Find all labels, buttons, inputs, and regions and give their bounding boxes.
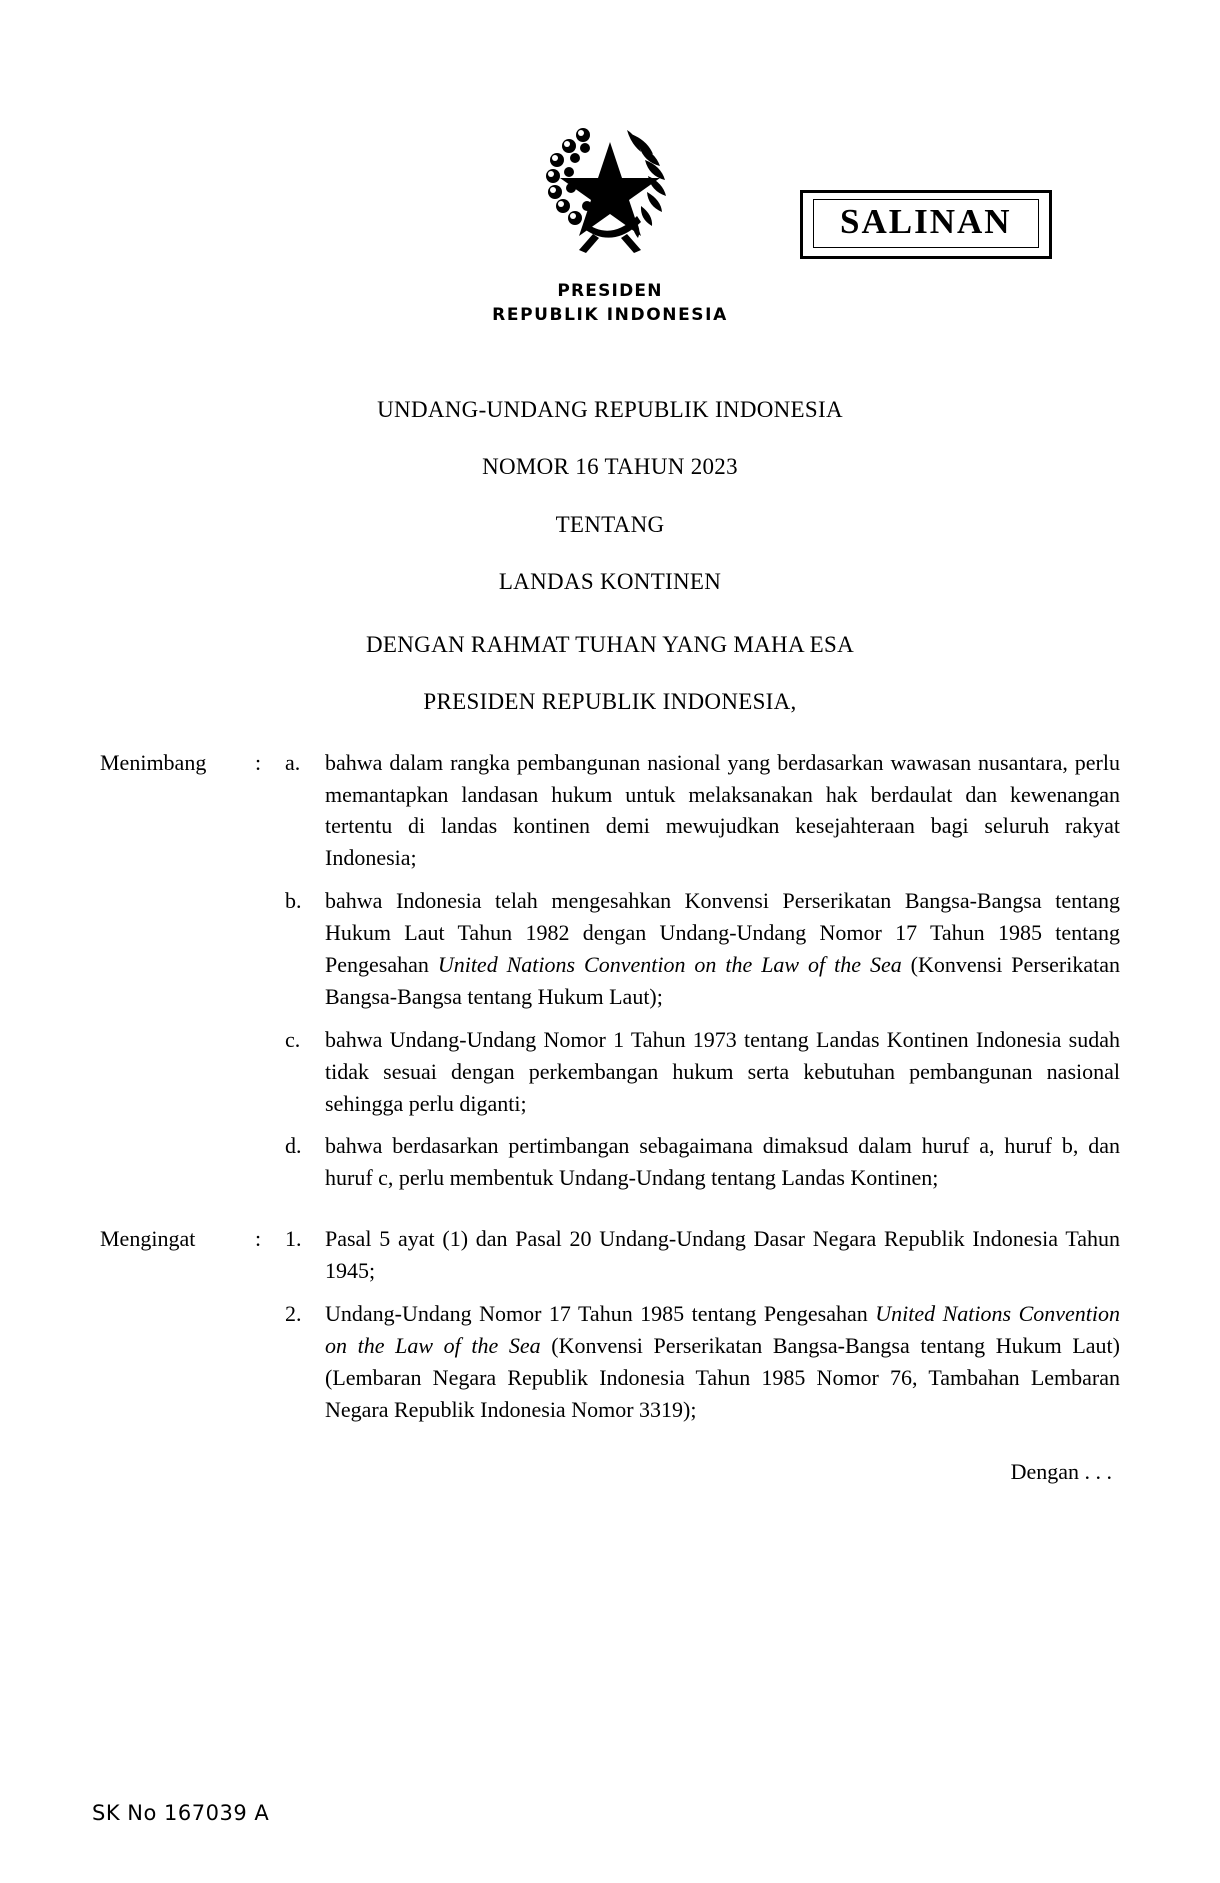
item-text: bahwa Indonesia telah mengesahkan Konvensi Perserikatan Bangsa-Bangsa tentang Hukum Laut Tahun 1982 dengan Undang-Undang Nomor 17 Tahun 1985 tentang Pengesahan United Nations Convention on the Law of the Sea (Konvensi Perserikatan Bangsa-Bangsa tentang Hukum Laut); (325, 888, 1121, 1009)
document-footer-code: SK No 167039 A (92, 1801, 270, 1825)
clause-items-mengingat (285, 1223, 1120, 1436)
document-header (0, 0, 1220, 325)
list-item (285, 1130, 1120, 1194)
clause-label-mengingat: Mengingat (100, 1226, 196, 1252)
salinan-label: SALINAN (813, 199, 1039, 248)
list-item (285, 747, 1120, 875)
item-text: bahwa Undang-Undang Nomor 1 Tahun 1973 tentang Landas Kontinen Indonesia sudah tidak sesuai dengan perkembangan hukum serta kebutuhan pembangunan nasional sehingga perlu diganti; (325, 1026, 1120, 1116)
list-item (285, 885, 1120, 1013)
item-text: bahwa dalam rangka pembangunan nasional yang berdasarkan wawasan nusantara, perlu memantapkan landasan hukum untuk melaksanakan hak berdaulat dan kewenangan tertentu di landas kontinen demi mewujudkan kesejahteraan bagi seluruh rakyat Indonesia; (325, 749, 1120, 871)
item-text: bahwa berdasarkan pertimbangan sebagaimana dimaksud dalam huruf a, huruf b, dan huruf c, perlu membentuk Undang-Undang tentang Landas Kontinen; (325, 1133, 1120, 1191)
item-marker: b. (285, 888, 302, 914)
header-presiden: PRESIDEN (557, 281, 663, 301)
header-republik-indonesia: REPUBLIK INDONESIA (492, 305, 728, 325)
title-law-name: UNDANG-UNDANG REPUBLIK INDONESIA (377, 397, 843, 422)
item-marker: 2. (285, 1300, 302, 1326)
title-invocation: DENGAN RAHMAT TUHAN YANG MAHA ESA (365, 631, 855, 657)
salinan-stamp (800, 190, 1052, 259)
item-marker: a. (285, 749, 301, 775)
clause-items-menimbang (285, 747, 1120, 1206)
title-number: NOMOR 16 TAHUN 2023 (482, 454, 738, 480)
continuation-marker: Dengan . . . (1010, 1458, 1112, 1484)
item-marker: c. (285, 1026, 301, 1052)
item-marker: 1. (285, 1226, 302, 1252)
list-item (285, 1024, 1120, 1120)
clause-colon-mengingat: : (255, 1226, 262, 1252)
document-title-block (0, 397, 1220, 716)
clause-mengingat (100, 1223, 1120, 1436)
document-body (0, 747, 1220, 1485)
clause-label-menimbang: Menimbang (100, 749, 207, 775)
garuda-star-emblem-icon (535, 110, 685, 265)
clause-menimbang (100, 747, 1120, 1206)
list-item (285, 1223, 1120, 1287)
item-marker: d. (285, 1133, 302, 1159)
item-text: Pasal 5 ayat (1) dan Pasal 20 Undang-Undang Dasar Negara Republik Indonesia Tahun 1945; (325, 1226, 1120, 1284)
title-tentang: TENTANG (555, 511, 665, 537)
clause-colon-menimbang: : (255, 749, 262, 775)
item-text: Undang-Undang Nomor 17 Tahun 1985 tentang Pengesahan United Nations Convention on the Law of the Sea (Konvensi Perserikatan Bangsa-Bangsa tentang Hukum Laut) (Lembaran Negara Republik Indonesia Tahun 1985 Nomor 76, Tambahan Lembaran Negara Republik Indonesia Nomor 3319); (325, 1300, 1121, 1422)
list-item (285, 1298, 1120, 1426)
title-president: PRESIDEN REPUBLIK INDONESIA, (423, 689, 797, 715)
title-subject: LANDAS KONTINEN (498, 569, 722, 595)
